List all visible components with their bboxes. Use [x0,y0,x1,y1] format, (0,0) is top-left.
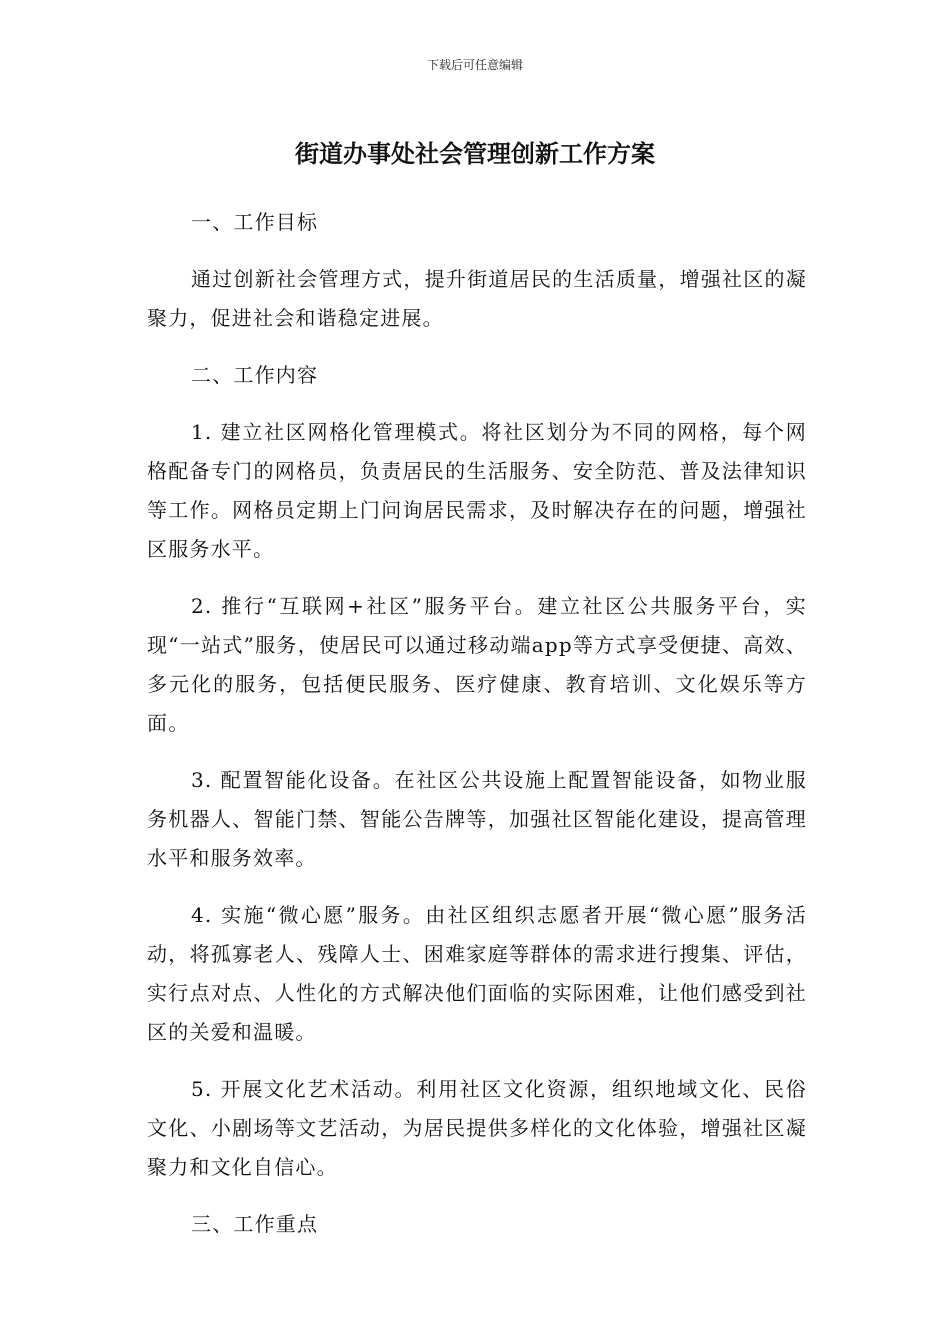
section-heading-focus: 三、工作重点 [191,1212,319,1236]
paragraph-item-3: 3. 配置智能化设备。在社区公共设施上配置智能设备，如物业服务机器人、智能门禁、智能公告牌等，加强社区智能化建设，提高管理水平和服务效率。 [147,768,807,870]
section-heading-content: 二、工作内容 [191,363,319,387]
paragraph-item-4: 4. 实施“微心愿”服务。由社区组织志愿者开展“微心愿”服务活动，将孤寡老人、残障人士、困难家庭等群体的需求进行搜集、评估，实行点对点、人性化的方式解决他们面临的实际困难，让他们感受到社区的关爱和温暖。 [147,903,807,1044]
paragraph-goal: 通过创新社会管理方式，提升街道居民的生活质量，增强社区的凝聚力，促进社会和谐稳定进展。 [147,267,807,330]
paragraph-item-1: 1. 建立社区网格化管理模式。将社区划分为不同的网格，每个网格配备专门的网格员，负责居民的生活服务、安全防范、普及法律知识等工作。网格员定期上门问询居民需求，及时解决存在的问题，增强社区服务水平。 [147,420,807,561]
section-heading-goal: 一、工作目标 [191,210,319,234]
paragraph-item-2: 2. 推行“互联网+社区”服务平台。建立社区公共服务平台，实现“一站式”服务，使居民可以通过移动端app等方式享受便捷、高效、多元化的服务，包括便民服务、医疗健康、教育培训、文化娱乐等方面。 [147,594,807,735]
document-title: 街道办事处社会管理创新工作方案 [295,140,655,168]
paragraph-item-5: 5. 开展文化艺术活动。利用社区文化资源，组织地域文化、民俗文化、小剧场等文艺活动，为居民提供多样化的文化体验，增强社区凝聚力和文化自信心。 [147,1077,807,1179]
document-body [147,203,807,1262]
header-note: 下载后可任意编辑 [426,58,523,72]
